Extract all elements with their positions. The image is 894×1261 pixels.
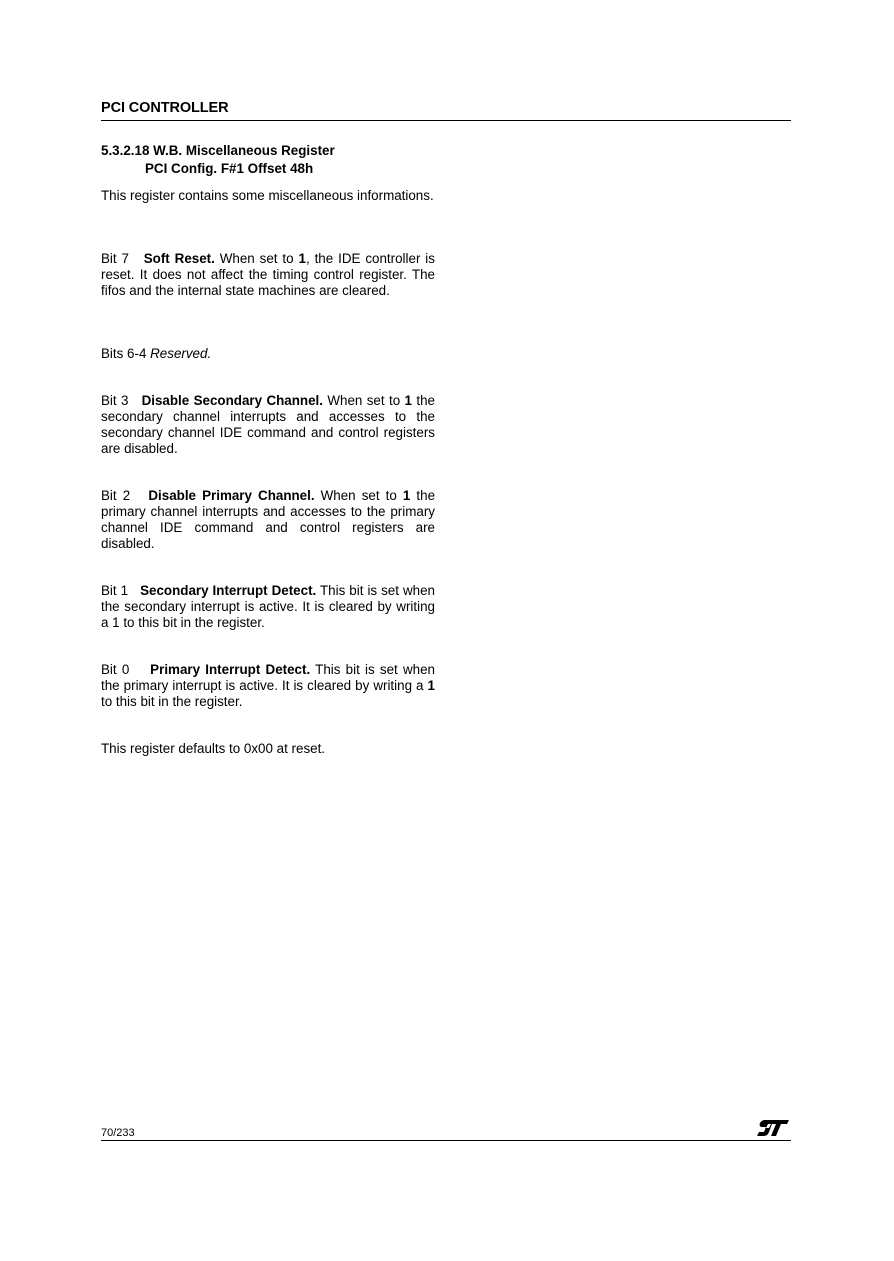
bit-name: Disable Secondary Channel.	[141, 393, 323, 408]
bit-text: the primary channel interrupts and accesses to the primary channel IDE command and control registers are disabled.	[101, 488, 436, 551]
bit-text: , the IDE controller is reset. It does not affect the timing control register. The fifos and the internal state machines are cleared.	[101, 251, 435, 298]
intro-paragraph	[101, 188, 435, 204]
bit-label: Bit 1	[101, 583, 129, 598]
bit-text: When set to	[314, 488, 403, 503]
bits-6-4-description	[101, 346, 435, 362]
bit-name: Soft Reset.	[143, 251, 215, 266]
intro-text: This register contains some miscellaneous informations.	[101, 188, 434, 203]
bit-7-description	[101, 251, 435, 299]
bit-1-description	[101, 583, 435, 631]
bit-label: Bit 7	[101, 251, 129, 266]
bit-text: This bit is set when the primary interrupt is active. It is cleared by writing a	[101, 662, 436, 693]
bit-label: Bit 2	[101, 488, 131, 503]
st-logo-icon	[756, 1117, 792, 1139]
bit-0-description	[101, 662, 435, 710]
bit-value: 1	[404, 393, 412, 408]
section-heading: 5.3.2.18 W.B. Miscellaneous Register	[101, 143, 335, 158]
bit-text: When set to	[323, 393, 405, 408]
bit-label: Bit 3	[101, 393, 129, 408]
bit-text: to this bit in the register.	[101, 694, 243, 709]
page-header-title: PCI CONTROLLER	[101, 100, 229, 116]
defaults-paragraph	[101, 741, 435, 757]
bit-value: 1	[427, 678, 435, 693]
bit-text: When set to	[214, 251, 299, 266]
defaults-text: This register defaults to 0x00 at reset.	[101, 741, 326, 756]
bit-name: Disable Primary Channel.	[148, 488, 315, 503]
bit-name: Primary Interrupt Detect.	[150, 662, 311, 677]
footer-divider	[101, 1140, 791, 1141]
bit-value: 1	[298, 251, 306, 266]
page-number: 70/233	[101, 1127, 135, 1139]
bit-label: Bit 0	[101, 662, 130, 677]
bit-value: 1	[402, 488, 411, 503]
bit-2-description	[101, 488, 435, 552]
bit-reserved: Reserved.	[150, 346, 212, 361]
bit-text: the secondary channel interrupts and accesses to the secondary channel IDE command and control registers are disabled.	[101, 393, 435, 456]
bit-text: This bit is set when the secondary interrupt is active. It is cleared by writing a 1 to this bit in the register.	[101, 583, 435, 630]
bit-label: Bits 6-4	[101, 346, 147, 361]
section-subheading: PCI Config. F#1 Offset 48h	[145, 161, 314, 176]
header-divider	[101, 120, 791, 121]
bit-3-description	[101, 393, 435, 457]
bit-name: Secondary Interrupt Detect.	[140, 583, 317, 598]
